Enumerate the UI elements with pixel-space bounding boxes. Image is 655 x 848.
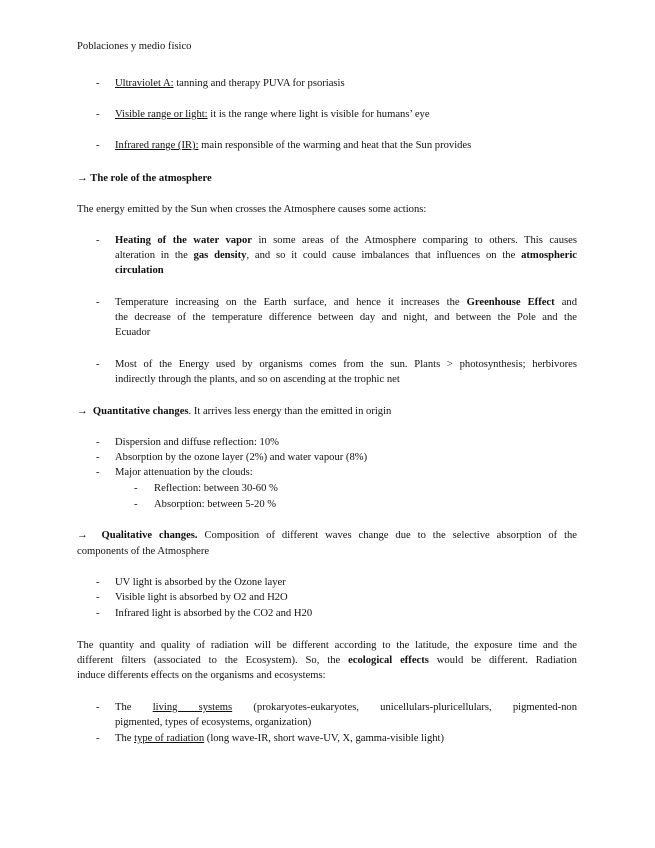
range-term: Visible range or light: (115, 109, 208, 120)
list-item (115, 732, 444, 745)
arrow-icon: → (77, 530, 88, 541)
list-item-line (115, 249, 577, 262)
heading-rest: . It arrives less energy than the emitted in origin (188, 406, 392, 417)
text-span: , and so it could cause imbalances that influences on the (246, 250, 522, 261)
text-span: The (115, 733, 135, 744)
list-item (115, 108, 430, 121)
list-item: Major attenuation by the clouds: (115, 467, 253, 478)
bullet: - (96, 733, 100, 744)
bullet: - (96, 297, 100, 308)
text-span: Temperature increasing on the Earth surface, and hence it increases the (115, 297, 467, 308)
heading-text: Quantitative changes (92, 406, 189, 417)
list-item-line (115, 234, 577, 247)
list-item: Infrared light is absorbed by the CO2 and H20 (115, 608, 313, 619)
list-item-line (115, 296, 577, 309)
list-item: Absorption by the ozone layer (2%) and water vapour (8%) (115, 452, 368, 463)
list-item-line: Ecuador (115, 327, 151, 338)
bullet: - (96, 452, 100, 463)
list-item (115, 139, 471, 152)
section-heading-atmosphere (77, 172, 212, 185)
sub-bullet: - (134, 483, 138, 494)
bullet: - (96, 437, 100, 448)
list-item-line (115, 701, 577, 714)
range-term: Ultraviolet A: (115, 78, 174, 89)
section-heading-quantitative (77, 405, 391, 418)
list-item-line: pigmented, types of ecosystems, organization) (115, 717, 312, 728)
text-span: (long wave-IR, short wave-UV, X, gamma-visible light) (204, 733, 445, 744)
qualitative-line: components of the Atmosphere (77, 546, 210, 557)
underlined-term: type of radiation (134, 733, 205, 744)
bullet: - (96, 608, 100, 619)
list-item: UV light is absorbed by the Ozone layer (115, 577, 286, 588)
list-item-line: the decrease of the temperature difference between day and night, and between the Pole and the (115, 312, 577, 323)
bold-term: atmospheric (521, 250, 577, 261)
summary-line (77, 654, 577, 667)
bold-term: ecological effects (348, 655, 429, 666)
heading-rest: Composition of different waves change due to the selective absorption of the (197, 530, 578, 541)
bullet: - (96, 140, 100, 151)
bullet: - (96, 592, 100, 603)
sub-list-item: Reflection: between 30-60 % (154, 483, 278, 494)
text-span: would be different. Radiation (428, 655, 577, 666)
bold-term: Greenhouse Effect (466, 297, 555, 308)
bullet: - (96, 359, 100, 370)
list-item-line: indirectly through the plants, and so on ascending at the trophic net (115, 374, 400, 385)
text-span: (prokaryotes-eukaryotes, unicellulars-pluricellulars, pigmented-non (253, 702, 577, 713)
bullet: - (96, 235, 100, 246)
arrow-icon: → (77, 406, 88, 417)
text-span: and (554, 297, 578, 308)
list-item (115, 77, 345, 90)
range-term: Infrared range (IR): (115, 140, 199, 151)
sub-list-item: Absorption: between 5-20 % (154, 499, 277, 510)
text-span: different filters (associated to the Ecosystem). So, the (77, 655, 349, 666)
text-span: in some areas of the Atmosphere comparing to others. This causes (251, 235, 577, 246)
bold-term: gas density (193, 250, 247, 261)
page-title: Poblaciones y medio físico (77, 41, 192, 52)
range-text: tanning and therapy PUVA for psoriasis (173, 78, 345, 89)
atmosphere-intro: The energy emitted by the Sun when crosses the Atmosphere causes some actions: (77, 204, 427, 215)
summary-line: induce differents effects on the organisms and ecosystems: (77, 670, 326, 681)
list-item: Visible light is absorbed by O2 and H2O (115, 592, 288, 603)
heading-text: Qualitative changes. (101, 530, 198, 541)
bullet: - (96, 109, 100, 120)
list-item-line (115, 264, 164, 277)
section-heading-qualitative (77, 529, 577, 542)
underlined-term: living systems (152, 702, 233, 713)
text-span: alteration in the (115, 250, 194, 261)
heading-text: The role of the atmosphere (90, 173, 212, 184)
text-span: The (115, 702, 132, 713)
range-text: main responsible of the warming and heat that the Sun provides (198, 140, 472, 151)
bullet: - (96, 467, 100, 478)
list-item-line: Most of the Energy used by organisms comes from the sun. Plants > photosynthesis; herbivores (115, 359, 577, 370)
bullet: - (96, 702, 100, 713)
list-item: Dispersion and diffuse reflection: 10% (115, 437, 279, 448)
bullet: - (96, 577, 100, 588)
bold-term: circulation (115, 265, 164, 276)
summary-line: The quantity and quality of radiation will be different according to the latitude, the exposure time and the (77, 640, 577, 651)
arrow-icon: → (77, 173, 88, 184)
bold-term: Heating of the water vapor (115, 235, 252, 246)
sub-bullet: - (134, 499, 138, 510)
range-text: it is the range where light is visible for humans’ eye (207, 109, 430, 120)
bullet: - (96, 78, 100, 89)
